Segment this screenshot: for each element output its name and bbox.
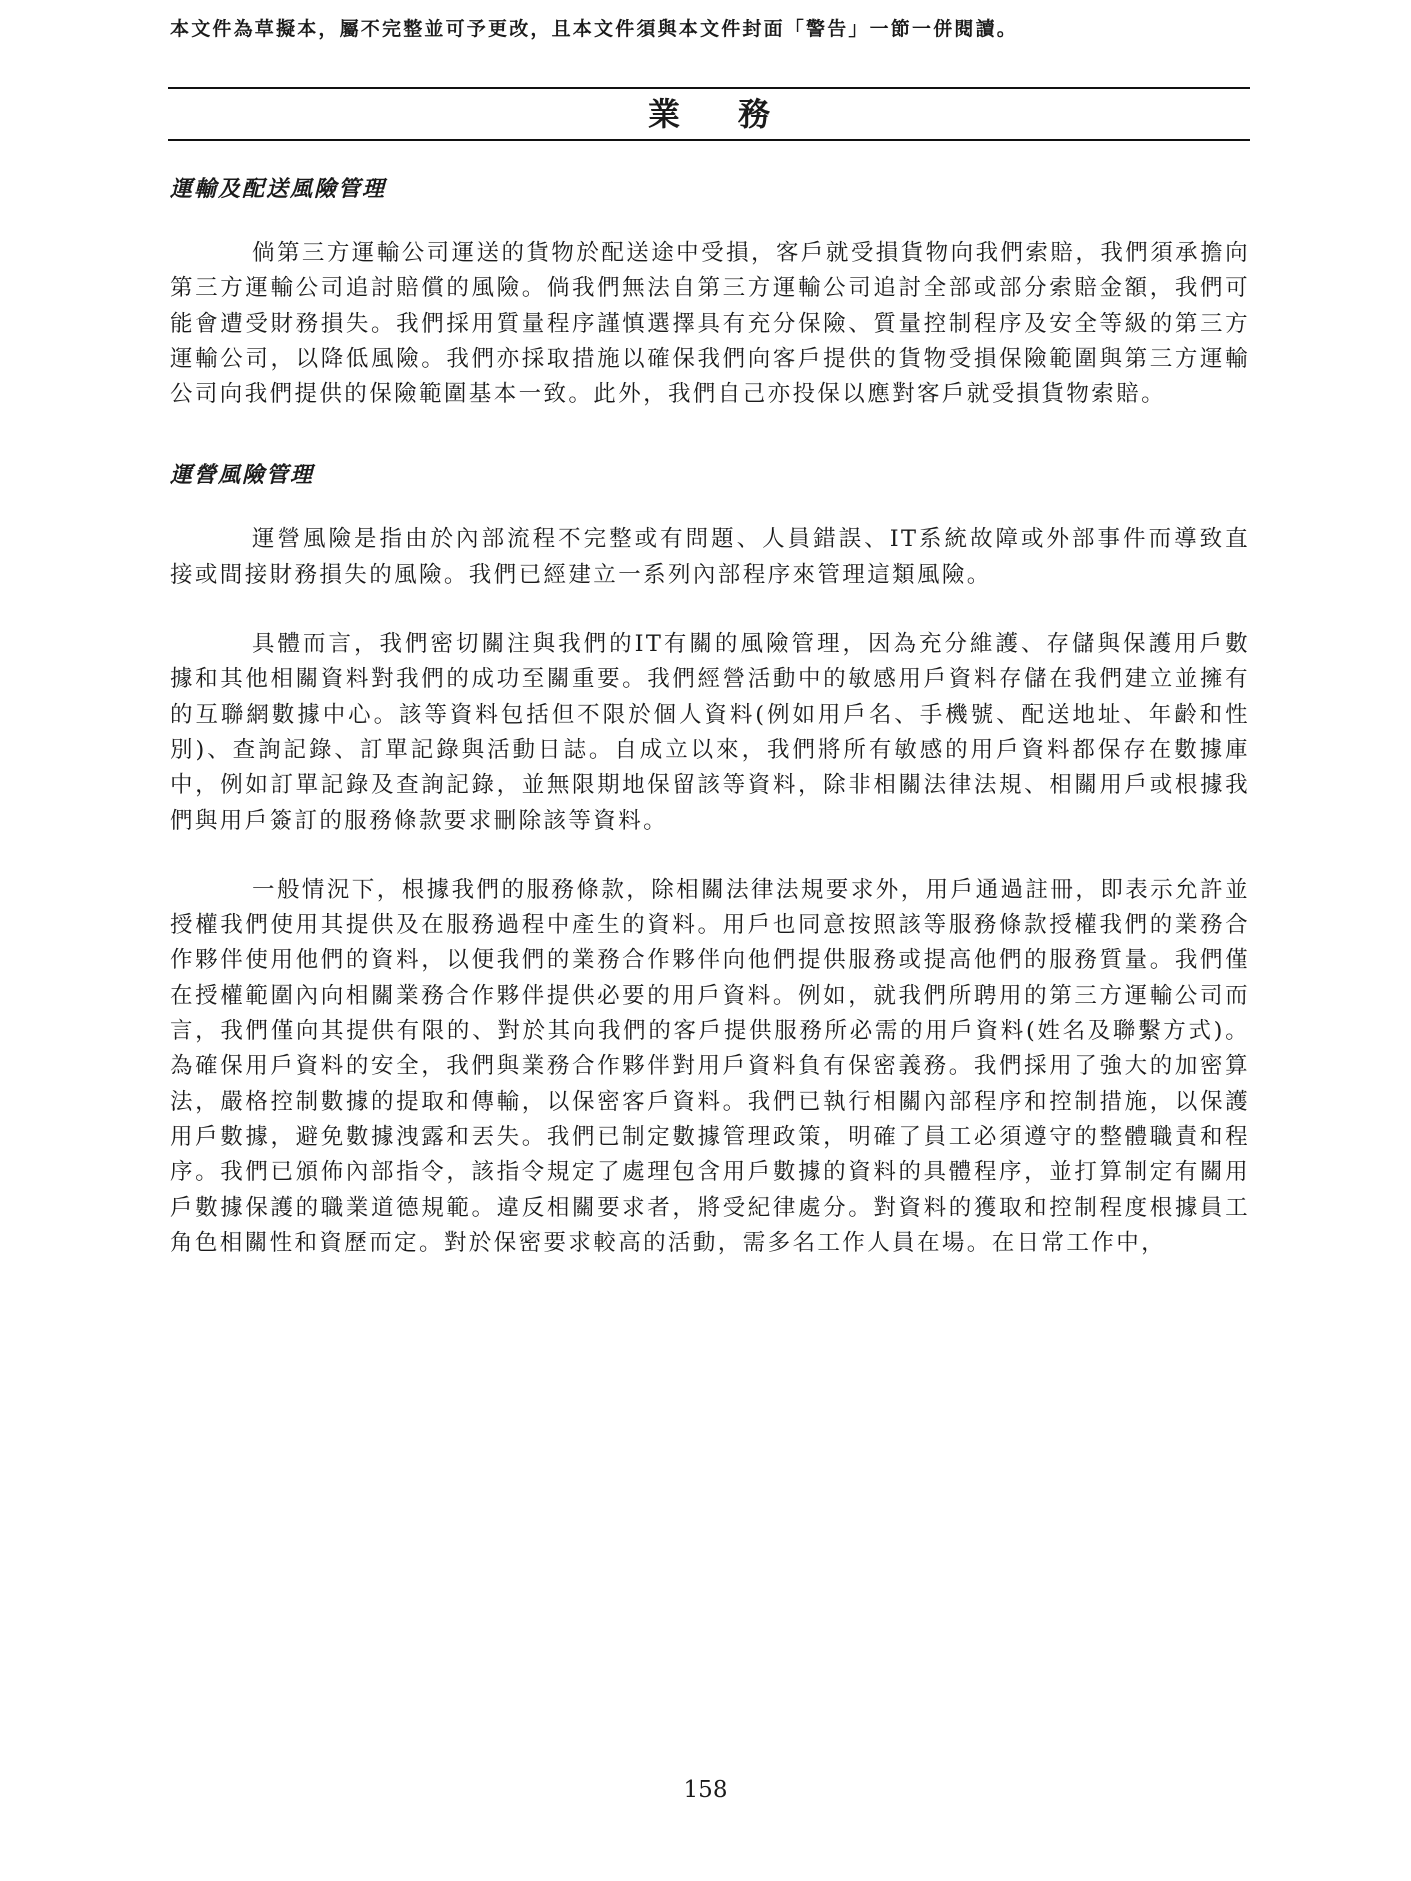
body-content xyxy=(170,168,1250,1261)
paragraph-it-risk-management: 具體而言，我們密切關注與我們的IT有關的風險管理，因為充分維護、存儲與保護用戶數據和其他相關資料對我們的成功至關重要。我們經營活動中的敏感用戶資料存儲在我們建立並擁有的互聯網數據中心。該等資料包括但不限於個人資料(例如用戶名、手機號、配送地址、年齡和性別)、查詢記錄、訂單記錄與活動日誌。自成立以來，我們將所有敏感的用戶資料都保存在數據庫中，例如訂單記錄及查詢記錄，並無限期地保留該等資料，除非相關法律法規、相關用戶或根據我們與用戶簽訂的服務條款要求刪除該等資料。 xyxy=(170,631,1250,834)
subheading-transport-risk: 運輸及配送風險管理 xyxy=(170,176,387,202)
subheading-operational-risk: 運營風險管理 xyxy=(170,462,315,489)
section-title: 業務 xyxy=(647,95,828,133)
title-bottom-rule xyxy=(168,139,1250,141)
draft-disclaimer: 本文件為草擬本，屬不完整並可予更改，且本文件須與本文件封面「警告」一節一併閱讀。 xyxy=(170,18,1019,40)
paragraph-user-data-terms: 一般情況下，根據我們的服務條款，除相關法律法規要求外，用戶通過註冊，即表示允許並授權我們使用其提供及在服務過程中產生的資料。用戶也同意按照該等服務條款授權我們的業務合作夥伴使用他們的資料，以便我們的業務合作夥伴向他們提供服務或提高他們的服務質量。我們僅在授權範圍內向相關業務合作夥伴提供必要的用戶資料。例如，就我們所聘用的第三方運輸公司而言，我們僅向其提供有限的、對於其向我們的客戶提供服務所必需的用戶資料(姓名及聯繫方式)。為確保用戶資料的安全，我們與業務合作夥伴對用戶資料負有保密義務。我們採用了強大的加密算法，嚴格控制數據的提取和傳輸，以保密客戶資料。我們已執行相關內部程序和控制措施，以保護用戶數據，避免數據洩露和丟失。我們已制定數據管理政策，明確了員工必須遵守的整體職責和程序。我們已頒佈內部指令，該指令規定了處理包含用戶數據的資料的具體程序，並打算制定有關用戶數據保護的職業道德規範。違反相關要求者，將受紀律處分。對資料的獲取和控制程度根據員工角色相關性和資歷而定。對於保密要求較高的活動，需多名工作人員在場。在日常工作中， xyxy=(170,876,1250,1256)
paragraph-operational-risk-definition: 運營風險是指由於內部流程不完整或有問題、人員錯誤、IT系統故障或外部事件而導致直接或間接財務損失的風險。我們已經建立一系列內部程序來管理這類風險。 xyxy=(170,526,1250,588)
paragraph-transport-risk: 倘第三方運輸公司運送的貨物於配送途中受損，客戶就受損貨物向我們索賠，我們須承擔向第三方運輸公司追討賠償的風險。倘我們無法自第三方運輸公司追討全部或部分索賠金額，我們可能會遭受財務損失。我們採用質量程序謹慎選擇具有充分保險、質量控制程序及安全等級的第三方運輸公司，以降低風險。我們亦採取措施以確保我們向客戶提供的貨物受損保險範圍與第三方運輸公司向我們提供的保險範圍基本一致。此外，我們自己亦投保以應對客戶就受損貨物索賠。 xyxy=(170,240,1250,408)
page-number: 158 xyxy=(683,1777,728,1803)
title-top-rule xyxy=(168,87,1250,89)
